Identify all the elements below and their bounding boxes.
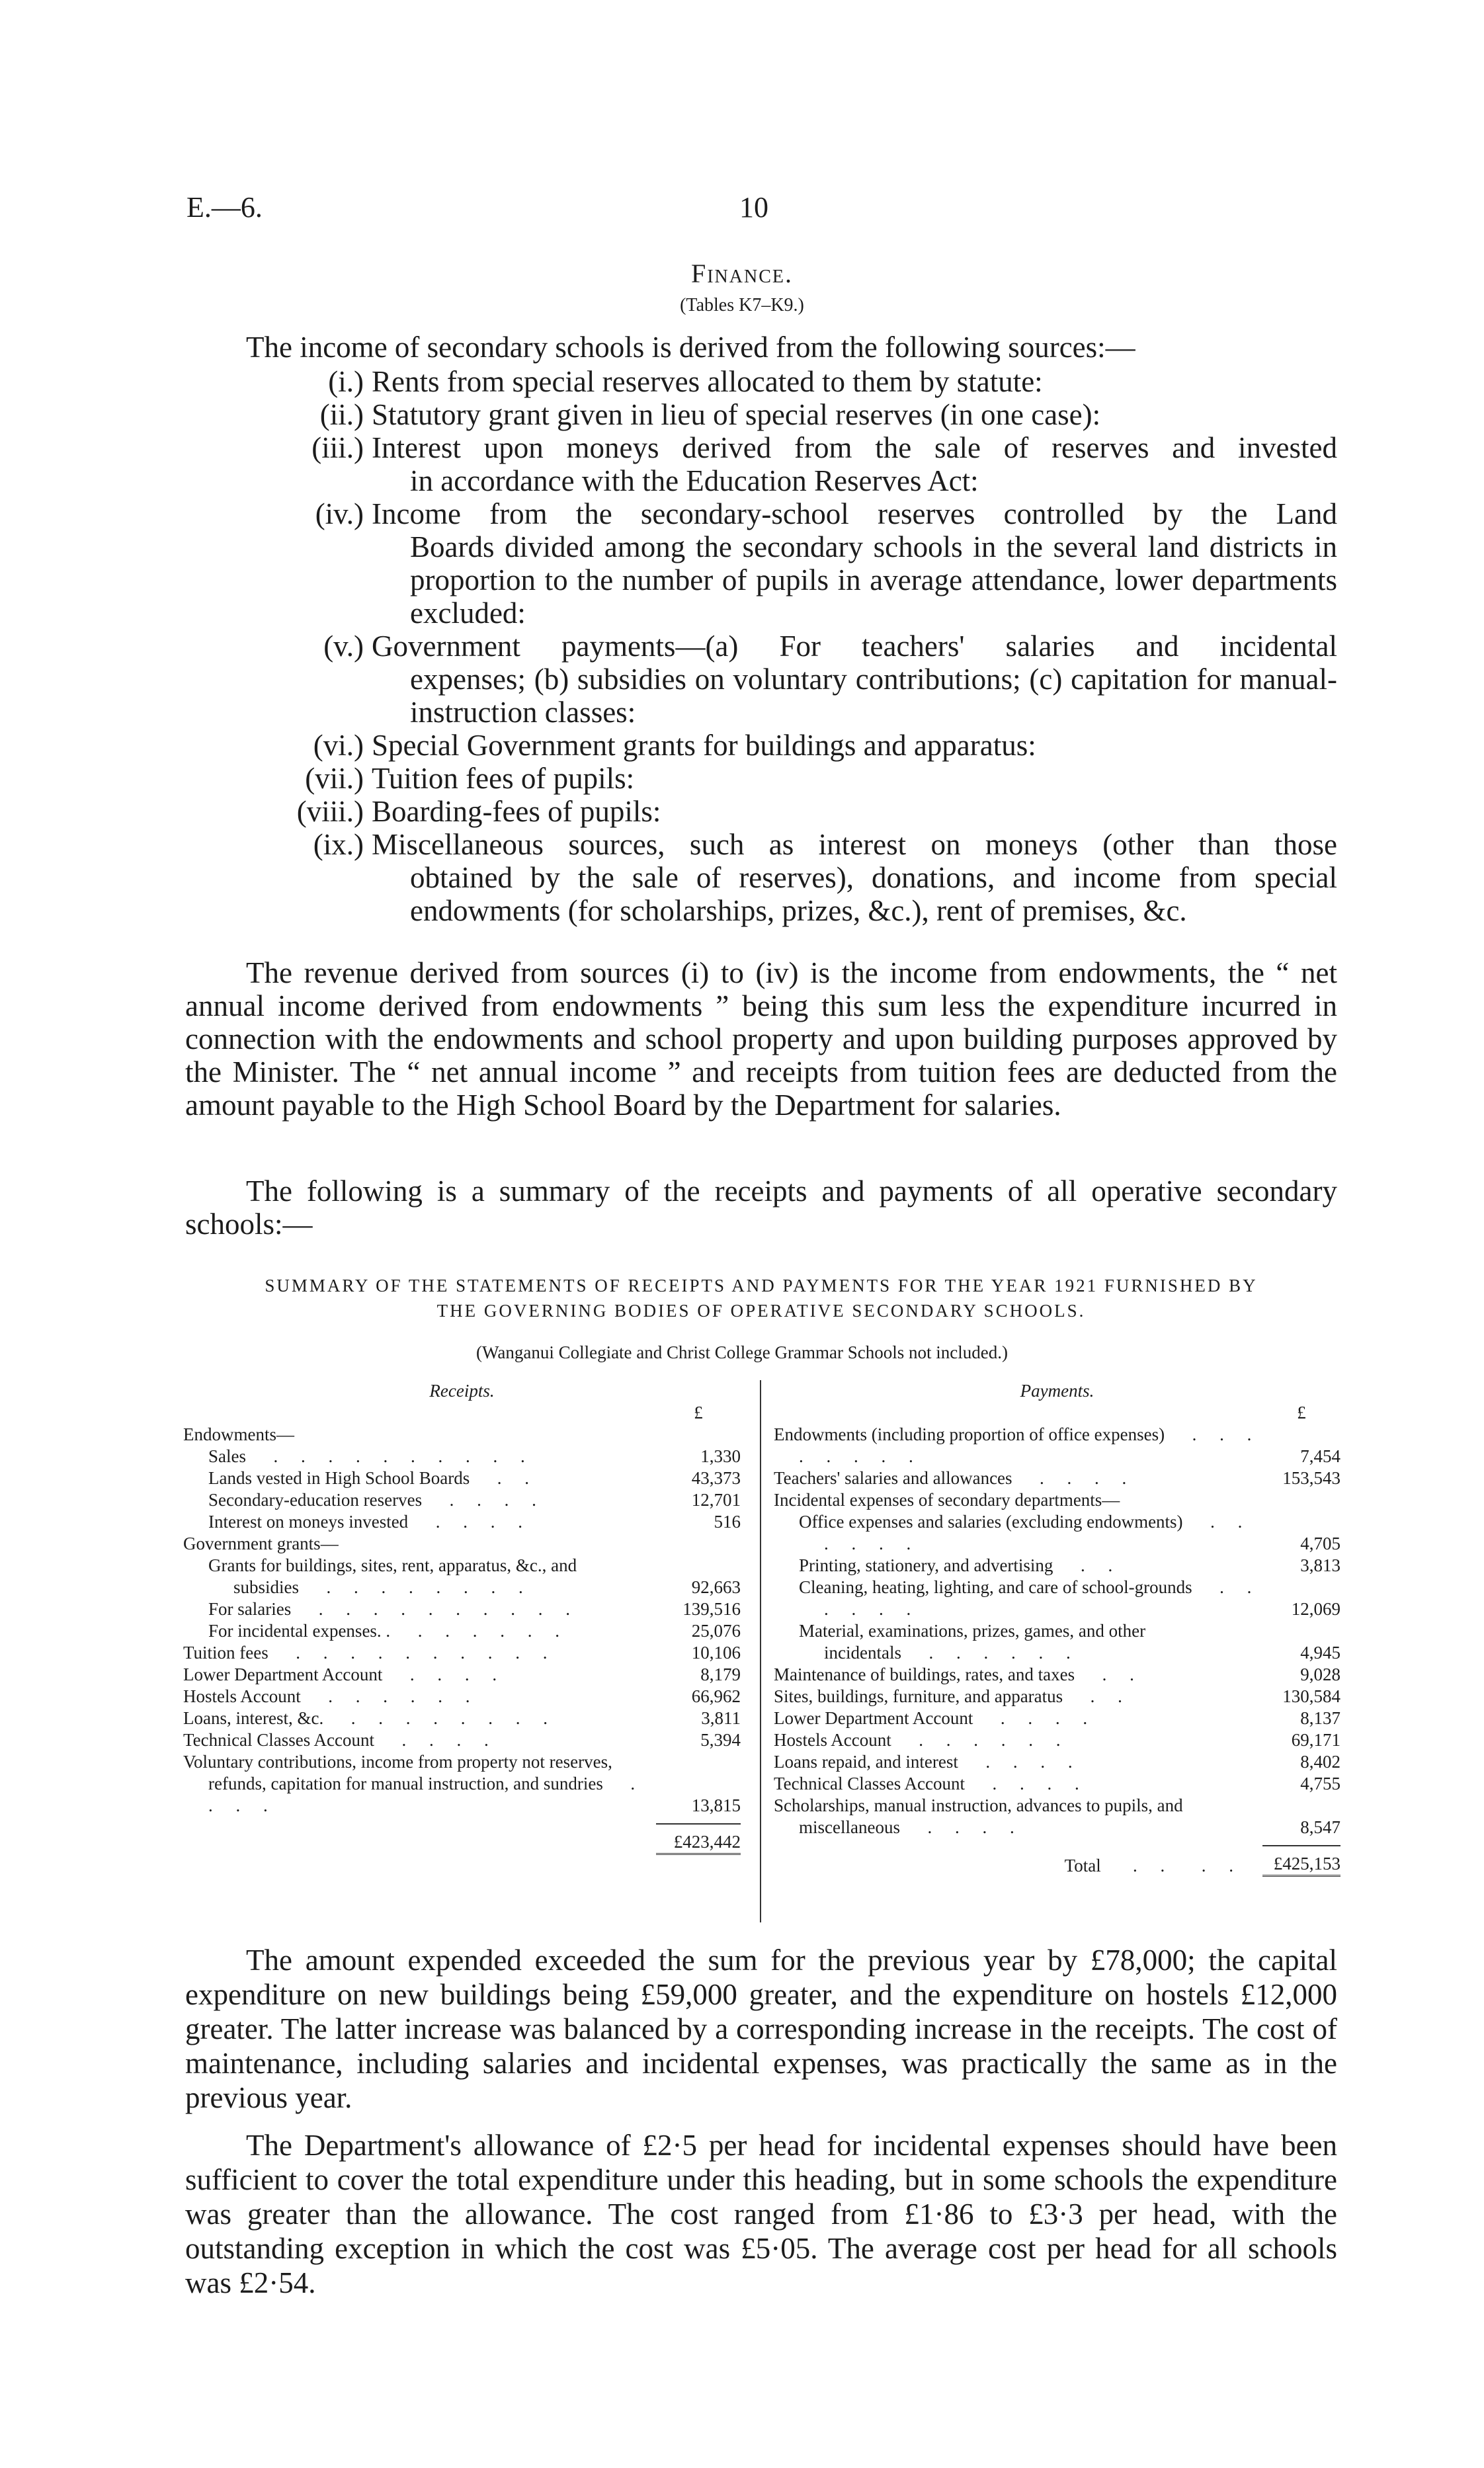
paragraph-text: The revenue derived from sources (i) to (iv) is the income from endowments, the “ net annual income derived from endowments ” being this sum less the expenditure incurred in connection with the endowments and school property and upon building purposes approved by the Minister. The “ net annual income ” and receipts from tuition fees are deducted from the amount payable to the High School Board by the Department for salaries.: [185, 956, 1337, 1122]
closing-paragraphs: [185, 1943, 1337, 2313]
table-row: [774, 1773, 1340, 1795]
currency-row: [774, 1402, 1340, 1424]
list-item-text: Interest upon moneys derived from the sale of reserves and invested: [372, 431, 1337, 464]
row-label: Sales . . . . . . . . . .: [208, 1446, 534, 1466]
column-divider: [760, 1380, 761, 1922]
table-row: [774, 1577, 1340, 1620]
row-label: Lands vested in High School Boards . .: [208, 1468, 538, 1488]
paragraph-text: The Department's allowance of £2·5 per head for incidental expenses should have been sufficient to cover the total expenditure under this heading, but in some schools the expenditure was greater than the allowance. The cost ranged from £1·86 to £3·3 per head, with the outstanding exception in which the cost was £5·05. The average cost per head for all schools was £2·54.: [185, 2129, 1337, 2299]
paragraph-text: The amount expended exceeded the sum for the previous year by £78,000; the capital expenditure on new buildings being £59,000 greater, and the expenditure on hostels £12,000 greater. The latter increase was balanced by a corresponding increase in the receipts. The cost of maintenance, including salaries and incidental expenses, was practically the same as in the previous year.: [185, 1944, 1337, 2114]
row-amount: 516: [714, 1512, 741, 1532]
table-row: [183, 1598, 741, 1620]
row-amount: 8,137: [1300, 1708, 1340, 1728]
payments-total-row: Total . . . . £425,153: [774, 1845, 1340, 1877]
row-amount: 139,516: [682, 1599, 741, 1619]
currency-symbol: £: [694, 1403, 703, 1422]
list-item-continuation: expenses; (b) subsidies on voluntary contributions; (c) capitation for manual-instruction classes:: [410, 663, 1337, 729]
row-amount: 153,543: [1282, 1468, 1340, 1488]
row-label: Lower Department Account . . . .: [183, 1665, 507, 1684]
list-item: [185, 630, 1337, 729]
row-amount: 12,701: [691, 1490, 741, 1510]
summary-intro-paragraph: [185, 1174, 1337, 1241]
row-amount: 92,663: [691, 1577, 741, 1597]
list-item-number: (iii.): [311, 431, 364, 464]
table-row: [774, 1751, 1340, 1773]
table-row: [774, 1664, 1340, 1686]
list-item-number: (iv.): [315, 497, 364, 530]
receipts-total: £423,442: [656, 1823, 741, 1855]
list-item-text: Rents from special reserves allocated to them by statute:: [372, 365, 1043, 398]
table-row: [183, 1446, 741, 1467]
table-row: [183, 1642, 741, 1664]
row-label: Government grants—: [183, 1534, 339, 1553]
table-row: [183, 1467, 741, 1489]
page-number: 10: [739, 191, 768, 224]
row-label: Teachers' salaries and allowances . . . .: [774, 1468, 1136, 1488]
row-label: For incidental expenses. . . . . . . .: [208, 1621, 569, 1641]
list-item-number: (vi.): [313, 729, 364, 762]
row-amount: 25,076: [691, 1621, 741, 1641]
list-item-text: Special Government grants for buildings and apparatus:: [372, 729, 1036, 762]
row-amount: 4,945: [1300, 1643, 1340, 1663]
list-item-number: (vii.): [305, 762, 364, 795]
list-item-number: (v.): [323, 630, 364, 663]
list-item-number: (viii.): [296, 795, 364, 828]
list-item: [185, 398, 1337, 431]
row-amount: 69,171: [1291, 1730, 1340, 1750]
row-amount: 3,811: [701, 1708, 741, 1728]
row-amount: 66,962: [691, 1686, 741, 1706]
table-title-line: THE GOVERNING BODIES OF OPERATIVE SECONDARY SCHOOLS.: [436, 1301, 1086, 1321]
list-item-text: Income from the secondary-school reserves controlled by the Land: [372, 497, 1337, 530]
row-amount: 9,028: [1300, 1665, 1340, 1684]
row-amount: 4,705: [1300, 1534, 1340, 1553]
list-item: [185, 828, 1337, 927]
receipts-total-row: [183, 1823, 741, 1855]
receipts-heading: Receipts.: [429, 1381, 495, 1401]
row-label: Lower Department Account . . . .: [774, 1708, 1097, 1728]
row-label: Cleaning, heating, lighting, and care of school-grounds . . . . . .: [799, 1577, 1261, 1619]
list-item-text: Boarding-fees of pupils:: [372, 795, 661, 828]
row-label: Sites, buildings, furniture, and apparatus . .: [774, 1686, 1132, 1706]
table-note: (Wanganui Collegiate and Christ College Grammar Schools not included.): [476, 1342, 1008, 1362]
row-amount: 4,755: [1300, 1774, 1340, 1793]
list-item-continuation: obtained by the sale of reserves), donations, and income from special endowments (for scholarships, prizes, &c.), rent of premises, &c.: [410, 861, 1337, 927]
row-label: Hostels Account . . . . . .: [183, 1686, 479, 1706]
table-row: [183, 1555, 741, 1598]
list-item: [185, 365, 1337, 398]
table-row: [183, 1511, 741, 1533]
section-subtitle: (Tables K7–K9.): [680, 295, 804, 315]
table-row: [183, 1751, 741, 1817]
row-amount: 12,069: [1291, 1599, 1340, 1619]
list-item-number: (ii.): [319, 398, 364, 431]
row-amount: 5,394: [700, 1730, 741, 1750]
paragraph-text: The following is a summary of the receipts and payments of all operative secondary schools:—: [185, 1174, 1337, 1241]
table-row: [774, 1489, 1340, 1511]
row-label: Interest on moneys invested . . . .: [208, 1512, 532, 1532]
list-item-number: (i.): [328, 365, 364, 398]
table-row: [183, 1620, 741, 1642]
table-row: [774, 1511, 1340, 1555]
table-title-line: SUMMARY OF THE STATEMENTS OF RECEIPTS AND PAYMENTS FOR THE YEAR 1921 FURNISHED BY: [265, 1276, 1258, 1296]
payments-heading: Payments.: [1020, 1381, 1094, 1401]
document-reference: E.—6.: [186, 191, 263, 224]
table-row: [183, 1533, 741, 1555]
list-item-text: Statutory grant given in lieu of special reserves (in one case):: [372, 398, 1101, 431]
table-row: [774, 1707, 1340, 1729]
row-amount: 13,815: [691, 1795, 741, 1815]
list-item: [185, 762, 1337, 795]
table-row: [774, 1620, 1340, 1664]
row-label: Loans repaid, and interest . . . .: [774, 1752, 1082, 1772]
row-label: Printing, stationery, and advertising . .: [799, 1555, 1122, 1575]
table-row: [774, 1555, 1340, 1577]
table-row: [183, 1729, 741, 1751]
list-item-continuation: in accordance with the Education Reserves Act:: [410, 464, 979, 497]
section-title: Finance.: [690, 259, 793, 288]
list-item: [185, 497, 1337, 630]
table-row: [183, 1707, 741, 1729]
list-item-text: Tuition fees of pupils:: [372, 762, 635, 795]
row-label: Endowments (including proportion of office expenses) . . . . . . . .: [774, 1424, 1261, 1466]
payments-total: £425,153: [1262, 1845, 1340, 1877]
row-label: Technical Classes Account . . . .: [774, 1774, 1089, 1793]
row-label: Hostels Account . . . . . .: [774, 1730, 1070, 1750]
revenue-paragraph: [185, 956, 1337, 1122]
table-row: [774, 1424, 1340, 1467]
intro-paragraph: [185, 331, 1337, 364]
list-item-text: Miscellaneous sources, such as interest on moneys (other than those: [372, 828, 1337, 861]
table-row: [183, 1489, 741, 1511]
row-label: Office expenses and salaries (excluding endowments) . . . . . .: [799, 1512, 1252, 1553]
currency-symbol: £: [1297, 1403, 1306, 1422]
table-row: [183, 1424, 741, 1446]
row-amount: 8,179: [700, 1665, 741, 1684]
row-label: Voluntary contributions, income from property not reserves, refunds, capitation for manual instruction, and sundries . . . .: [183, 1752, 645, 1815]
list-item: [185, 729, 1337, 762]
list-item-text: Government payments—(a) For teachers' salaries and incidental: [372, 630, 1337, 663]
row-label: Incidental expenses of secondary departments—: [774, 1490, 1120, 1510]
income-sources-list: [185, 365, 1337, 927]
table-row: [774, 1729, 1340, 1751]
row-label: Grants for buildings, sites, rent, apparatus, &c., and subsidies . . . . . . . .: [208, 1555, 577, 1597]
row-amount: 3,813: [1300, 1555, 1340, 1575]
row-label: Loans, interest, &c. . . . . . . . .: [183, 1708, 557, 1728]
payments-total-label: Total: [1064, 1856, 1101, 1875]
list-item: [185, 795, 1337, 828]
row-amount: 43,373: [691, 1468, 741, 1488]
row-label: Scholarships, manual instruction, advances to pupils, and miscellaneous . . . .: [774, 1795, 1183, 1837]
table-row: [774, 1467, 1340, 1489]
row-amount: 8,547: [1300, 1817, 1340, 1837]
row-label: Tuition fees . . . . . . . . . .: [183, 1643, 557, 1663]
intro-text: The income of secondary schools is derived from the following sources:—: [246, 331, 1135, 364]
row-amount: 7,454: [1300, 1446, 1340, 1466]
table-row: [774, 1686, 1340, 1707]
table-row: [183, 1664, 741, 1686]
table-title: [179, 1273, 1344, 1323]
row-label: Secondary-education reserves . . . .: [208, 1490, 546, 1510]
row-amount: 8,402: [1300, 1752, 1340, 1772]
list-item-continuation: Boards divided among the secondary schools in the several land districts in proportion to the number of pupils in average attendance, lower departments excluded:: [410, 530, 1337, 630]
row-label: Technical Classes Account . . . .: [183, 1730, 498, 1750]
row-label: Endowments—: [183, 1424, 294, 1444]
receipts-rows: [183, 1402, 741, 1817]
row-amount: 10,106: [691, 1643, 741, 1663]
row-label: Maintenance of buildings, rates, and taxes . .: [774, 1665, 1143, 1684]
payments-rows: [774, 1402, 1340, 1838]
row-amount: 130,584: [1282, 1686, 1340, 1706]
payments-column: [774, 1380, 1340, 1877]
list-item-number: (ix.): [313, 828, 364, 861]
row-amount: 1,330: [700, 1446, 741, 1466]
table-row: [183, 1686, 741, 1707]
row-label: For salaries . . . . . . . . . .: [208, 1599, 579, 1619]
list-item: [185, 431, 1337, 497]
receipts-column: [183, 1380, 741, 1855]
table-row: [774, 1795, 1340, 1838]
row-label: Material, examinations, prizes, games, and other incidentals . . . . . .: [799, 1621, 1146, 1663]
currency-row: [183, 1402, 741, 1424]
